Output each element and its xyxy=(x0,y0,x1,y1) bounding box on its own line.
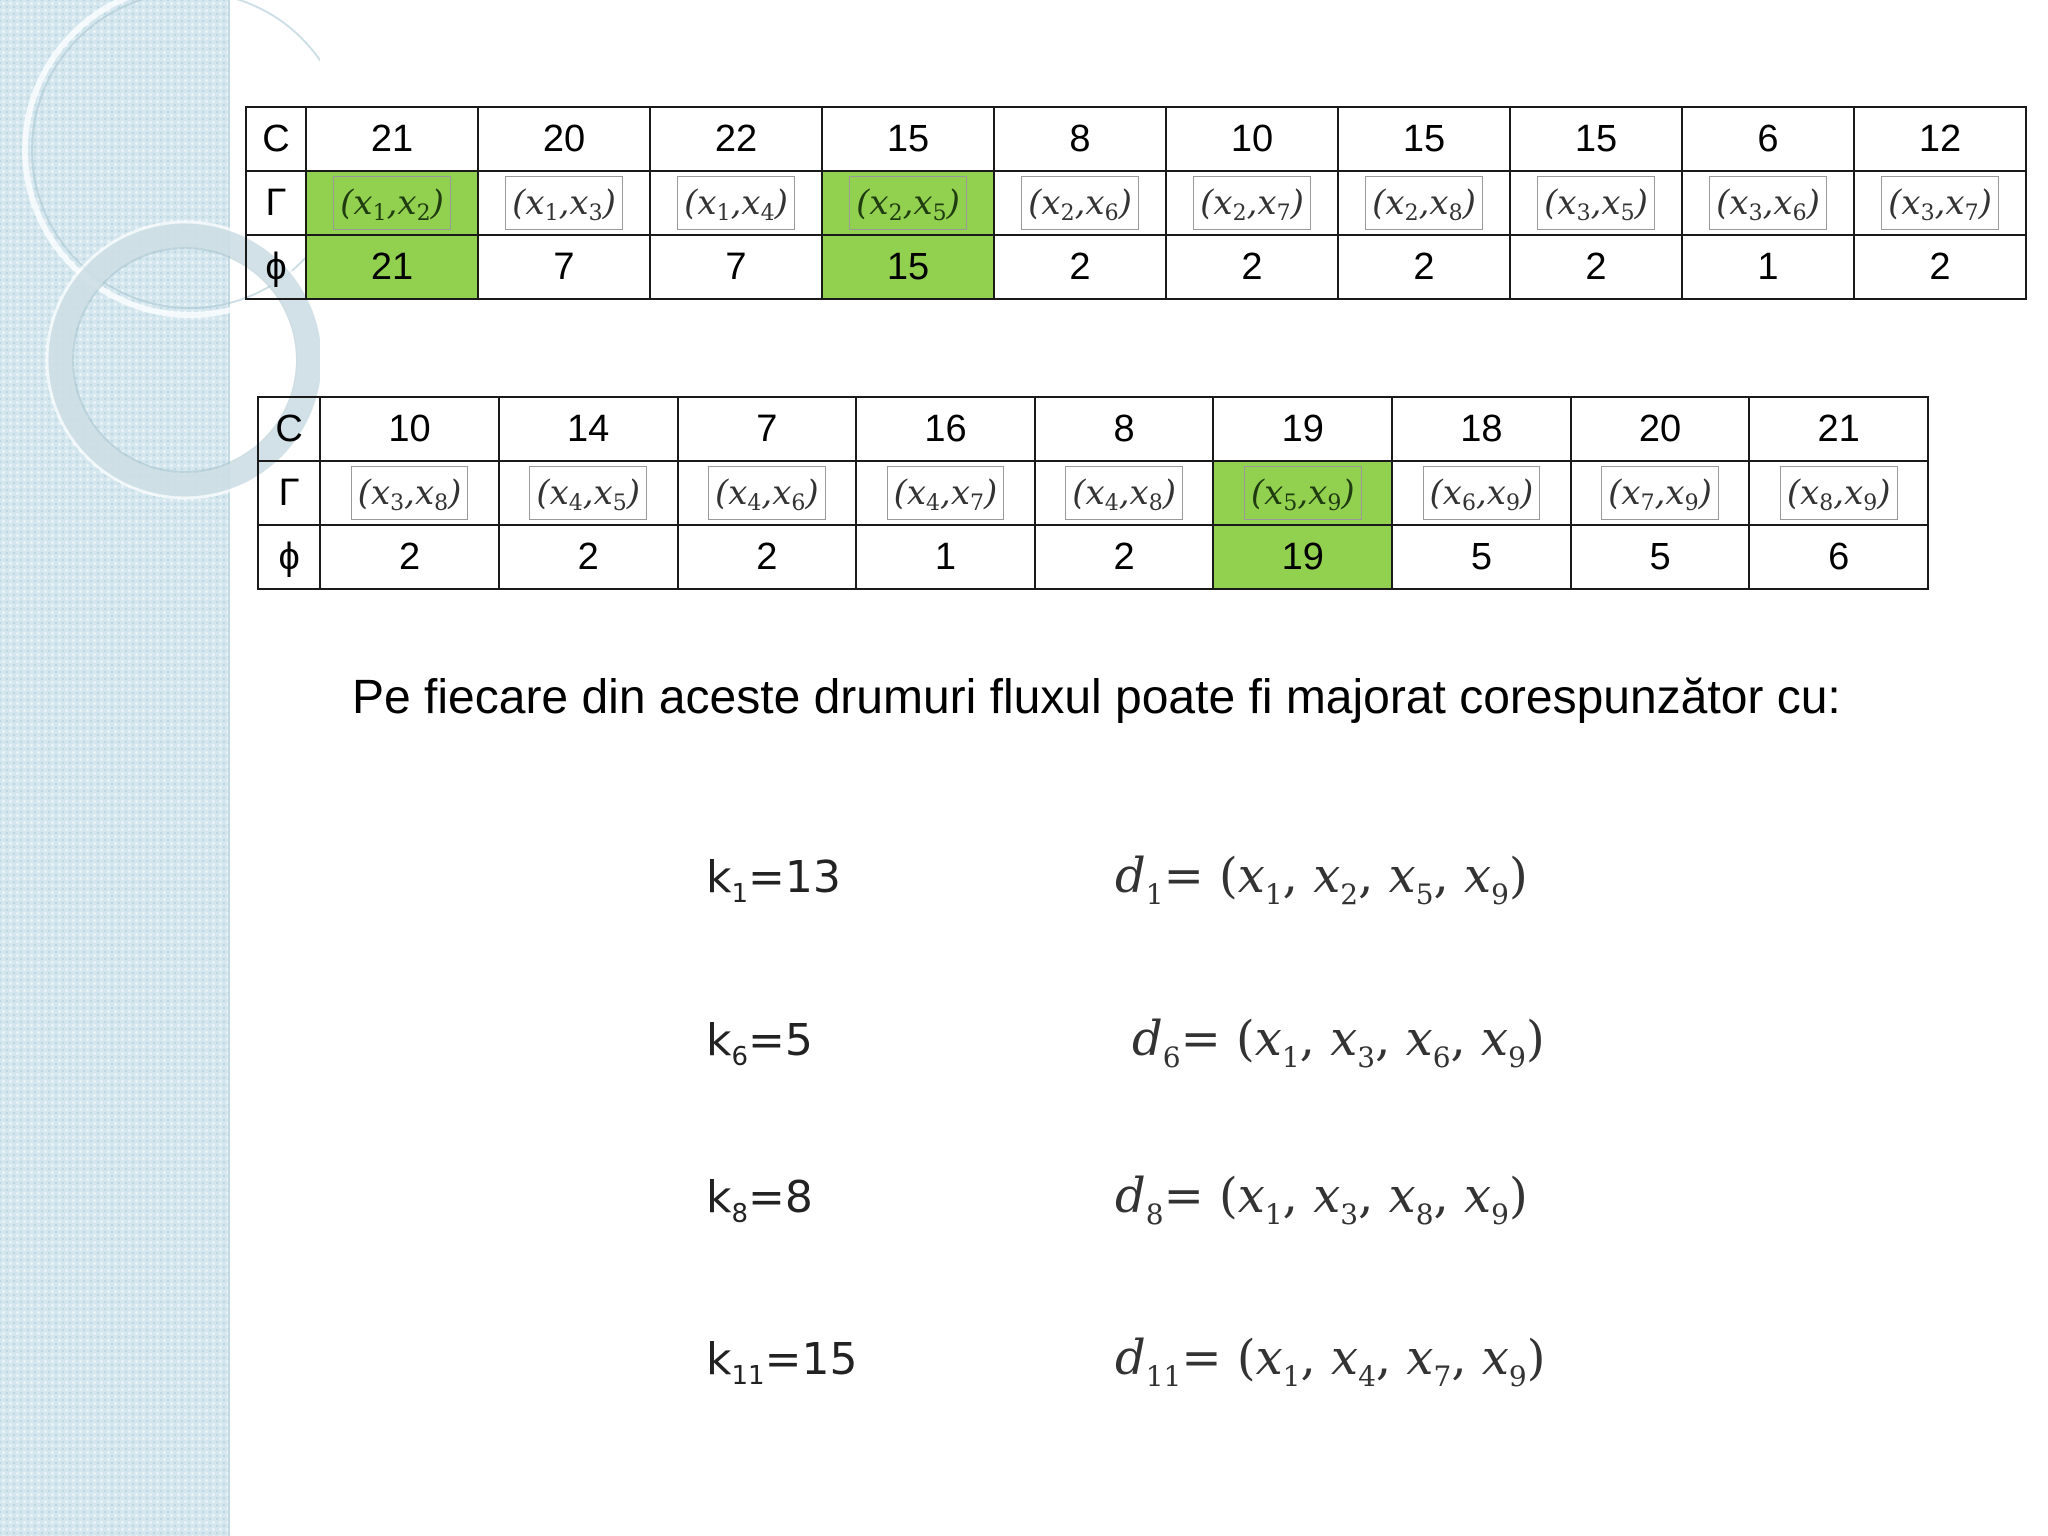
capacity-cell: 18 xyxy=(1392,397,1571,461)
arc-cell xyxy=(856,461,1035,525)
capacity-cell: 7 xyxy=(678,397,857,461)
capacity-cell: 15 xyxy=(1510,107,1682,171)
flow-cell: 2 xyxy=(1510,235,1682,299)
arc-cell xyxy=(320,461,499,525)
arc-label: $(x_2,x_6)$ xyxy=(1021,176,1139,230)
arc-cell xyxy=(478,171,650,235)
path-label: $d_1= (x_1$, $x_2$, $x_5$, $x_9$) xyxy=(1115,848,1528,911)
arc-cell xyxy=(678,461,857,525)
capacity-cell: 16 xyxy=(856,397,1035,461)
row-label-gamma: Γ xyxy=(258,461,320,525)
flow-cell: 6 xyxy=(1749,525,1928,589)
capacity-cell: 22 xyxy=(650,107,822,171)
arc-label: $(x_7,x_9)$ xyxy=(1601,466,1719,520)
k-value-label: $k_1=13$ xyxy=(706,852,841,909)
arc-label: $(x_4,x_6)$ xyxy=(708,466,826,520)
row-gamma xyxy=(258,461,1928,525)
flow-table-1 xyxy=(245,106,2027,300)
path-label: $d_8= (x_1$, $x_3$, $x_8$, $x_9$) xyxy=(1115,1168,1528,1231)
k-value-label: $k_{11}=15$ xyxy=(706,1334,858,1391)
flow-cell: 2 xyxy=(1854,235,2026,299)
arc-label: $(x_5,x_9)$ xyxy=(1244,466,1362,520)
capacity-cell: 10 xyxy=(1166,107,1338,171)
arc-cell xyxy=(1338,171,1510,235)
arc-label: $(x_4,x_7)$ xyxy=(887,466,1005,520)
capacity-cell: 21 xyxy=(306,107,478,171)
flow-cell: 15 xyxy=(822,235,994,299)
row-label-gamma: Γ xyxy=(246,171,306,235)
arc-label: $(x_3,x_7)$ xyxy=(1881,176,1999,230)
row-phi xyxy=(258,525,1928,589)
capacity-cell: 20 xyxy=(478,107,650,171)
capacity-cell: 21 xyxy=(1749,397,1928,461)
arc-label: $(x_1,x_2)$ xyxy=(333,176,451,230)
row-gamma xyxy=(246,171,2026,235)
arc-cell xyxy=(994,171,1166,235)
flow-cell: 5 xyxy=(1392,525,1571,589)
flow-cell: 2 xyxy=(1338,235,1510,299)
arc-cell xyxy=(1166,171,1338,235)
capacity-cell: 19 xyxy=(1213,397,1392,461)
capacity-cell: 8 xyxy=(1035,397,1214,461)
row-c xyxy=(246,107,2026,171)
arc-label: $(x_2,x_7)$ xyxy=(1193,176,1311,230)
arc-cell xyxy=(306,171,478,235)
flow-cell: 7 xyxy=(650,235,822,299)
arc-cell xyxy=(650,171,822,235)
flow-cell: 5 xyxy=(1571,525,1750,589)
arc-label: $(x_3,x_6)$ xyxy=(1709,176,1827,230)
capacity-cell: 15 xyxy=(1338,107,1510,171)
flow-table-2 xyxy=(257,396,1929,590)
capacity-cell: 8 xyxy=(994,107,1166,171)
capacity-cell: 12 xyxy=(1854,107,2026,171)
row-phi xyxy=(246,235,2026,299)
arc-label: $(x_3,x_5)$ xyxy=(1537,176,1655,230)
row-label-c: C xyxy=(246,107,306,171)
arc-label: $(x_8,x_9)$ xyxy=(1780,466,1898,520)
arc-label: $(x_4,x_5)$ xyxy=(529,466,647,520)
arc-label: $(x_2,x_8)$ xyxy=(1365,176,1483,230)
arc-label: $(x_1,x_3)$ xyxy=(505,176,623,230)
arc-cell xyxy=(1854,171,2026,235)
capacity-cell: 10 xyxy=(320,397,499,461)
arc-cell xyxy=(1682,171,1854,235)
path-label: $d_{11}= (x_1$, $x_4$, $x_7$, $x_9$) xyxy=(1115,1330,1546,1393)
k-value-label: $k_6=5$ xyxy=(706,1015,813,1072)
flow-cell: 2 xyxy=(499,525,678,589)
flow-cell: 19 xyxy=(1213,525,1392,589)
arc-cell xyxy=(822,171,994,235)
arc-cell xyxy=(1213,461,1392,525)
arc-cell xyxy=(1510,171,1682,235)
flow-cell: 2 xyxy=(1166,235,1338,299)
arc-label: $(x_3,x_8)$ xyxy=(351,466,469,520)
capacity-cell: 14 xyxy=(499,397,678,461)
row-label-c: C xyxy=(258,397,320,461)
flow-cell: 7 xyxy=(478,235,650,299)
k-value-label: $k_8=8$ xyxy=(706,1172,813,1229)
flow-cell: 2 xyxy=(320,525,499,589)
flow-cell: 1 xyxy=(856,525,1035,589)
row-c xyxy=(258,397,1928,461)
intro-text: Pe fiecare din aceste drumuri fluxul poate fi majorat corespunzător cu: xyxy=(352,671,1841,724)
flow-cell: 2 xyxy=(994,235,1166,299)
capacity-cell: 20 xyxy=(1571,397,1750,461)
row-label-phi: ϕ xyxy=(258,525,320,589)
flow-cell: 2 xyxy=(1035,525,1214,589)
arc-cell xyxy=(1749,461,1928,525)
arc-cell xyxy=(1392,461,1571,525)
flow-cell: 1 xyxy=(1682,235,1854,299)
path-label: $d_6= (x_1$, $x_3$, $x_6$, $x_9$) xyxy=(1132,1011,1545,1074)
capacity-cell: 15 xyxy=(822,107,994,171)
arc-label: $(x_4,x_8)$ xyxy=(1065,466,1183,520)
arc-label: $(x_1,x_4)$ xyxy=(677,176,795,230)
arc-label: $(x_2,x_5)$ xyxy=(849,176,967,230)
capacity-cell: 6 xyxy=(1682,107,1854,171)
arc-label: $(x_6,x_9)$ xyxy=(1423,466,1541,520)
row-label-phi: ϕ xyxy=(246,235,306,299)
arc-cell xyxy=(1571,461,1750,525)
arc-cell xyxy=(499,461,678,525)
flow-cell: 21 xyxy=(306,235,478,299)
arc-cell xyxy=(1035,461,1214,525)
flow-cell: 2 xyxy=(678,525,857,589)
